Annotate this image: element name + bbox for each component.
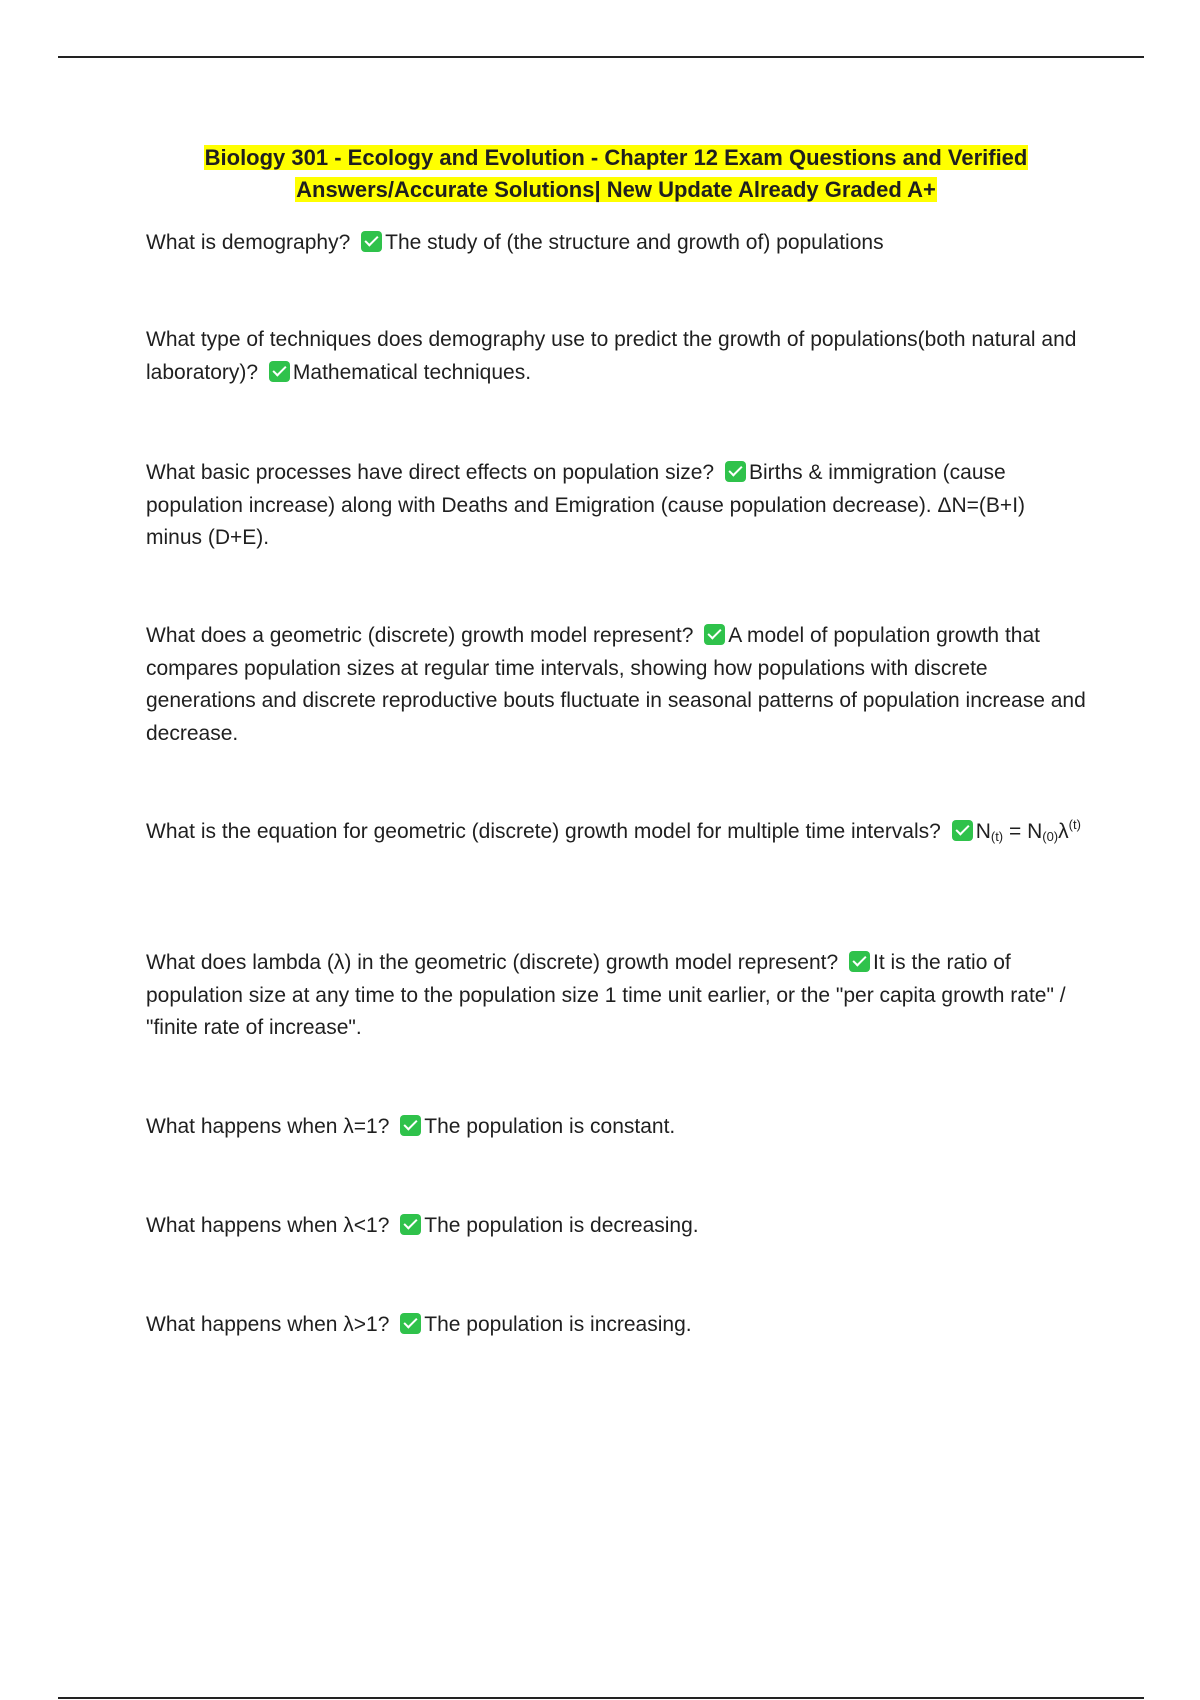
checkmark-icon xyxy=(725,461,746,482)
checkmark-icon xyxy=(269,361,290,382)
checkmark-icon xyxy=(400,1313,421,1334)
question-text: What is demography? xyxy=(146,231,351,254)
checkmark-icon xyxy=(849,951,870,972)
answer-text: A model of population growth that compares population sizes at regular time intervals, showing how populations with discrete generations and discrete reproductive bouts fluctuate in seasonal patterns of population increase and decrease. xyxy=(146,624,1086,745)
qa-item-4 xyxy=(146,620,1086,750)
question-text: What type of techniques does demography use to predict the growth of populations(both natural and laboratory)? xyxy=(146,328,1077,384)
answer-text: Births & immigration (cause population increase) along with Deaths and Emigration (cause population decrease). ΔN=(B+I) minus (D+E). xyxy=(146,461,1026,549)
answer-text: The study of (the structure and growth of) populations xyxy=(385,231,884,254)
question-text: What is the equation for geometric (discrete) growth model for multiple time intervals? xyxy=(146,820,941,843)
qa-item-7 xyxy=(146,1111,1086,1144)
checkmark-icon xyxy=(704,624,725,645)
question-text: What basic processes have direct effects on population size? xyxy=(146,461,715,484)
question-text: What does a geometric (discrete) growth model represent? xyxy=(146,624,694,647)
checkmark-icon xyxy=(400,1115,421,1136)
qa-item-9 xyxy=(146,1309,1086,1342)
question-text: What happens when λ>1? xyxy=(146,1313,390,1336)
document-title xyxy=(146,142,1086,206)
answer-text: The population is increasing. xyxy=(424,1313,692,1336)
equation-lambda: λ xyxy=(1058,820,1069,843)
answer-text: The population is constant. xyxy=(424,1115,676,1138)
checkmark-icon xyxy=(952,820,973,841)
footer-rule xyxy=(58,1697,1144,1699)
checkmark-icon xyxy=(400,1214,421,1235)
equation-sup-t: (t) xyxy=(1068,817,1081,832)
question-text: What happens when λ=1? xyxy=(146,1115,390,1138)
equation-sub-0: (0) xyxy=(1042,829,1059,844)
title-line-1: Biology 301 - Ecology and Evolution - Chapter 12 Exam Questions and Verified xyxy=(204,145,1028,170)
header-rule xyxy=(58,56,1144,58)
question-text: What does lambda (λ) in the geometric (discrete) growth model represent? xyxy=(146,951,839,974)
checkmark-icon xyxy=(361,231,382,252)
title-line-2: Answers/Accurate Solutions| New Update Already Graded A+ xyxy=(296,177,936,202)
qa-item-3 xyxy=(146,457,1086,555)
equation-n: N xyxy=(975,820,991,843)
qa-item-1 xyxy=(146,227,1086,260)
qa-item-2 xyxy=(146,324,1086,389)
qa-item-6 xyxy=(146,947,1086,1045)
answer-text: It is the ratio of population size at any time to the population size 1 time unit earlier, or the "per capita growth rate" / "finite rate of increase". xyxy=(146,951,1066,1039)
qa-item-8 xyxy=(146,1210,1086,1243)
answer-text: The population is decreasing. xyxy=(424,1214,699,1237)
qa-item-5 xyxy=(146,816,1086,849)
equation xyxy=(975,817,1081,844)
equation-equals-n: = N xyxy=(1008,820,1043,843)
answer-text: Mathematical techniques. xyxy=(292,360,532,384)
equation-sub-t: (t) xyxy=(990,829,1004,844)
question-text: What happens when λ<1? xyxy=(146,1214,390,1237)
